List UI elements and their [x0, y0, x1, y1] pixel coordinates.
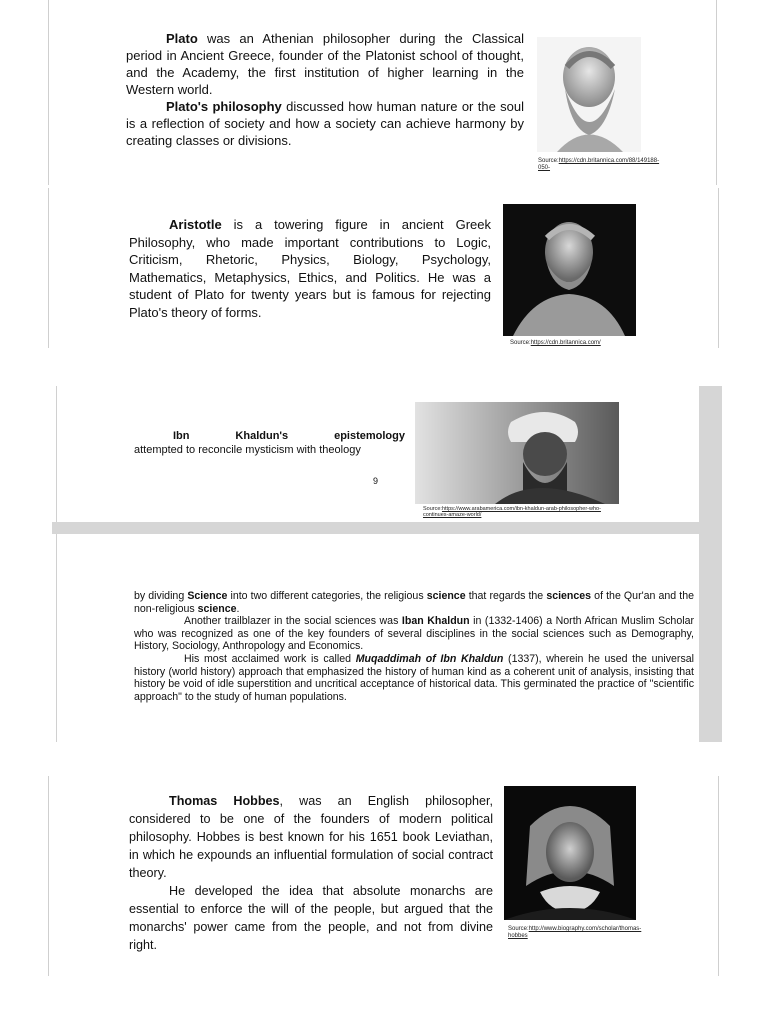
khaldun-text-1b: Science — [187, 590, 228, 602]
khaldun-source-label: Source: — [423, 506, 442, 512]
khaldun-text-3a: His most acclaimed work is called — [184, 652, 356, 665]
hobbes-bio: , was an English philosopher, considered to be one of the founders of modern political philosophy. Hobbes is best known for his 1651 book Leviathan, in which he expounds an influential formulation of social contract theory. — [129, 794, 493, 880]
khaldun-body-text — [134, 590, 694, 703]
page-edge-line — [48, 776, 49, 976]
hobbes-idea: He developed the idea that absolute monarchs are essential to enforce the will of the people, but argued that the monarchs' power came from the people, and not from divine right. — [129, 884, 493, 952]
khaldun-text-1h: science — [197, 602, 237, 615]
page-edge-line — [716, 0, 717, 185]
page-edge-line — [718, 776, 719, 976]
khaldun-text-3c: (1337), wherein he used the universal history (world history) approach that emphasized the history of human kind as a coherent unit of analysis, insisting that history be void of idle superstition and uncritical acceptance of historical data. This germinated the practice of "scientific approach" to the study of human populations. — [134, 652, 694, 703]
khaldun-epistemology-text: attempted to reconcile mysticism with theology — [134, 444, 361, 456]
khaldun-text-2a: Another trailblazer in the social sciences was — [184, 615, 402, 628]
khaldun-text-1d: science — [426, 590, 466, 602]
page-number: 9 — [373, 476, 379, 486]
page-edge-line — [48, 0, 49, 185]
page-edge-line — [718, 188, 719, 348]
plato-name: Plato — [166, 31, 198, 46]
khaldun-text-2c: in (1332-1406) a North African Muslim Scholar who was recognized as one of the key founders of several disciplines in the social sciences such as Demography, History, Sociology, Anthropology and Economics. — [134, 615, 694, 653]
khaldun-top-section — [56, 386, 699, 522]
aristotle-source-link[interactable]: https://cdn.britannica.com/ — [530, 340, 601, 346]
aristotle-section — [0, 188, 768, 348]
aristotle-bust-photo — [503, 204, 636, 336]
thomas-hobbes-portrait — [504, 786, 636, 920]
hobbes-section — [0, 776, 768, 976]
khaldun-heading-word1: Ibn — [173, 430, 190, 442]
aristotle-name: Aristotle — [169, 217, 222, 232]
hobbes-source-link[interactable]: http://www.biography.com/scholar/thomas-hobbes — [508, 926, 642, 939]
khaldun-source — [423, 506, 623, 518]
khaldun-text-1c: into two different categories, the religious — [227, 590, 427, 602]
page-edge-line — [48, 188, 49, 348]
hobbes-source-label: Source: — [508, 926, 529, 932]
khaldun-text-1a: by dividing — [134, 590, 188, 602]
khaldun-heading-line — [173, 430, 405, 442]
plato-philosophy-text: discussed how human nature or the soul is a reflection of society and how a society can achieve harmony by creating classes or divisions. — [126, 99, 525, 148]
plato-philosophy-heading: Plato's philosophy — [166, 99, 282, 114]
khaldun-source-link[interactable]: https://www.arabamerica.com/ibn-khaldun-arab-philosopher-who-continues-amaze-world/ — [423, 506, 601, 518]
plato-text — [126, 30, 524, 149]
plato-bust-photo — [537, 37, 641, 152]
plato-source-link[interactable]: https://cdn.britannica.com/88/149188-050- — [538, 158, 660, 171]
aristotle-source — [510, 340, 640, 347]
khaldun-heading-word2: Khaldun's — [235, 430, 289, 442]
aristotle-text — [129, 216, 491, 321]
plato-source-label: Source: — [538, 158, 559, 164]
hobbes-name: Thomas Hobbes — [169, 794, 280, 808]
khaldun-heading-word3: epistemology — [334, 430, 405, 442]
khaldun-text-1f: sciences — [546, 590, 592, 602]
plato-bio: was an Athenian philosopher during the Classical period in Ancient Greece, founder of the Platonist school of thought, and the Academy, the first institution of higher learning in the Western world. — [126, 31, 524, 97]
khaldun-text-3b: Muqaddimah of Ibn Khaldun — [355, 652, 504, 665]
aristotle-source-label: Source: — [510, 340, 531, 346]
aristotle-bio: is a towering figure in ancient Greek Philosophy, who made important contributions to Logic, Criticism, Rhetoric, Physics, Biology, Psychology, Mathematics, Metaphysics, Ethics, and Politics. He was a student of Plato for twenty years but is famous for rejecting Plato's theory of forms. — [129, 217, 491, 320]
plato-section — [0, 0, 768, 185]
hobbes-text — [129, 792, 493, 954]
gray-divider — [52, 522, 698, 534]
khaldun-body-section — [56, 534, 699, 742]
hobbes-source — [508, 926, 642, 940]
gray-background-band — [698, 386, 722, 742]
khaldun-text-1i: . — [236, 602, 240, 615]
khaldun-text-1g: of the Qur'an and the non-religious — [134, 590, 694, 615]
khaldun-text-1e: that regards the — [465, 590, 547, 602]
ibn-khaldun-portrait — [415, 402, 619, 504]
khaldun-text-2b: Iban Khaldun — [401, 615, 470, 628]
plato-source — [538, 158, 660, 172]
